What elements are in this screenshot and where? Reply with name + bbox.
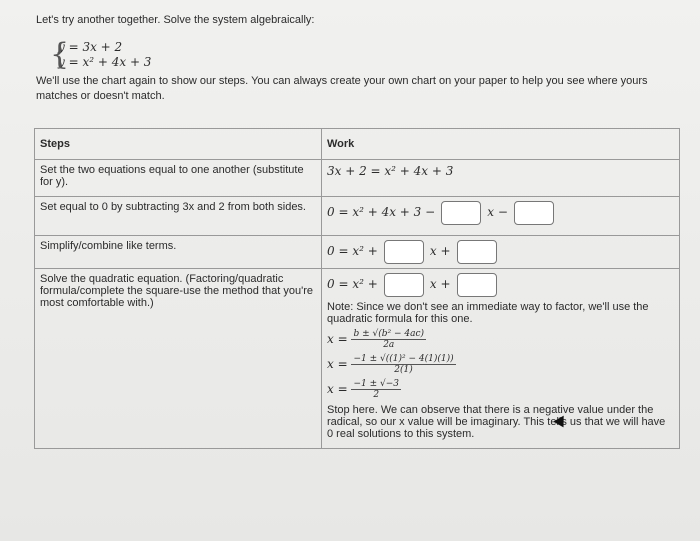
work-header: Work <box>322 129 680 160</box>
work-cell <box>322 236 680 269</box>
fraction <box>351 354 455 375</box>
answer-input[interactable] <box>514 201 554 225</box>
table-row <box>35 236 680 269</box>
conclusion-text: Stop here. We can observe that there is a negative value under the radical, so our x value will be imaginary. This tells us that we will have 0 real solutions to this system. <box>327 404 666 440</box>
equation-1: y = 3x + 2 <box>58 40 123 54</box>
numerator: b ± √(b² − 4ac) <box>353 329 425 339</box>
step-text: Set the two equations equal to one another (substitute for y). <box>35 160 322 197</box>
denominator: 2 <box>373 390 380 400</box>
step-text: Set equal to 0 by subtracting 3x and 2 from both sides. <box>35 197 322 236</box>
equation-2: y = x² + 4x + 3 <box>58 55 152 69</box>
work-cell <box>322 160 680 197</box>
answer-input[interactable] <box>457 240 497 264</box>
note-text: Note: Since we don't see an immediate way to factor, we'll use the quadratic formula for this one. <box>327 301 649 325</box>
numerator: −1 ± √((1)² − 4(1)(1)) <box>353 354 454 364</box>
steps-header: Steps <box>35 129 322 160</box>
work-mid: x − <box>487 204 508 219</box>
work-mid: x + <box>429 243 451 258</box>
work-mid: x + <box>429 276 451 291</box>
answer-input[interactable] <box>384 240 424 264</box>
work-prefix: 0 = x² + <box>327 276 378 291</box>
fraction <box>351 329 426 350</box>
work-equation: 3x + 2 = x² + 4x + 3 <box>327 164 454 178</box>
formula-lhs: x = <box>327 382 348 396</box>
equation-system <box>50 37 152 72</box>
table-row <box>35 269 680 449</box>
denominator: 2(1) <box>394 365 413 375</box>
fraction <box>351 379 401 400</box>
formula-lhs: x = <box>327 332 348 346</box>
formula-1 <box>327 329 674 350</box>
answer-input[interactable] <box>457 273 497 297</box>
formula-lhs: x = <box>327 357 348 371</box>
step-text: Simplify/combine like terms. <box>35 236 322 269</box>
work-cell <box>322 269 680 449</box>
table-row <box>35 160 680 197</box>
numerator: −1 ± √−3 <box>353 379 400 389</box>
work-prefix: 0 = x² + <box>327 243 378 258</box>
table-row <box>35 197 680 236</box>
formula-3 <box>327 379 674 400</box>
work-cell <box>322 197 680 236</box>
steps-table <box>34 128 680 449</box>
step-text: Solve the quadratic equation. (Factoring/quadratic formula/complete the square-use the method that you're most comfortable with.) <box>35 269 322 449</box>
formula-2 <box>327 354 674 375</box>
answer-input[interactable] <box>384 273 424 297</box>
work-prefix: 0 = x² + 4x + 3 − <box>327 204 436 219</box>
intro-text: Let's try another together. Solve the system algebraically: <box>36 14 315 26</box>
instructions-text: We'll use the chart again to show our steps. You can always create your own chart on your paper to help you see where yours matches or doesn't match. <box>36 75 648 102</box>
brace-symbol: { <box>50 37 70 72</box>
denominator: 2a <box>383 340 395 350</box>
answer-input[interactable] <box>441 201 481 225</box>
